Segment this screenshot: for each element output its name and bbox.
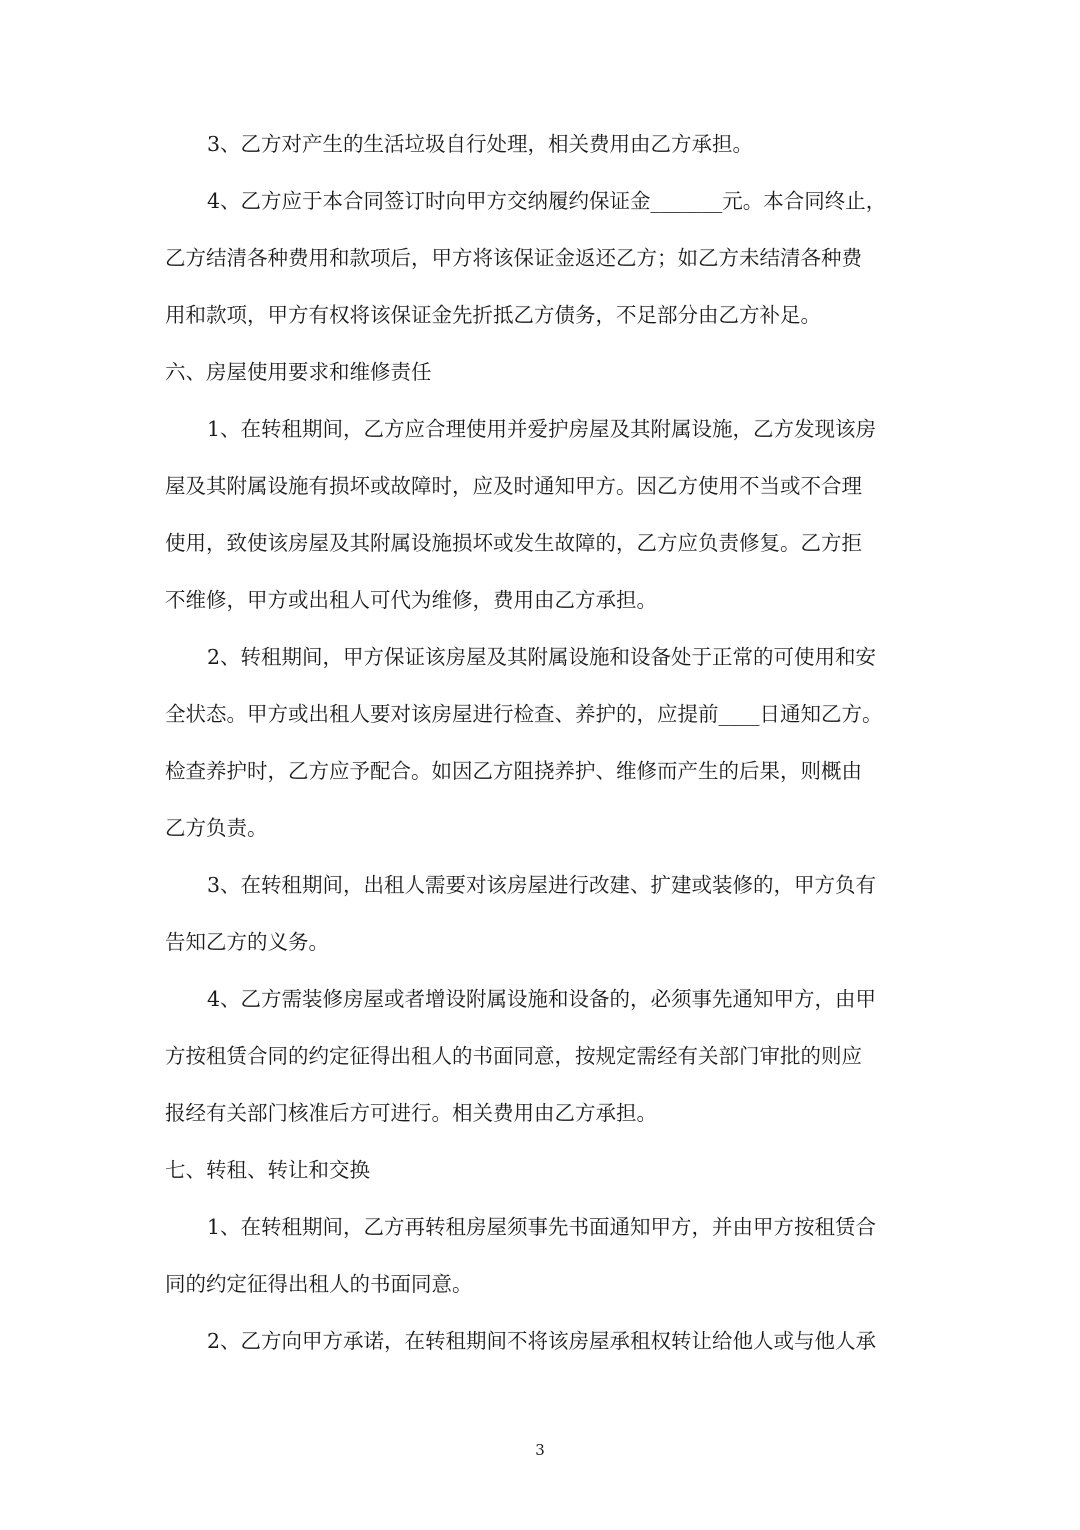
text-line: 同的约定征得出租人的书面同意。 (165, 1272, 473, 1296)
text-line: 告知乙方的义务。 (165, 930, 329, 954)
document-body (165, 116, 917, 1370)
text-line: 3、在转租期间，出租人需要对该房屋进行改建、扩建或装修的，甲方负有 (207, 873, 877, 897)
text-line: 乙方结清各种费用和款项后，甲方将该保证金返还乙方；如乙方未结清各种费 (165, 246, 862, 270)
text-line: 4、乙方需装修房屋或者增设附属设施和设备的，必须事先通知甲方，由甲 (207, 987, 877, 1011)
text-line: 检查养护时，乙方应予配合。如因乙方阻挠养护、维修而产生的后果，则概由 (165, 759, 862, 783)
text-line: 1、在转租期间，乙方应合理使用并爱护房屋及其附属设施，乙方发现该房 (207, 417, 877, 441)
text-line: 六、房屋使用要求和维修责任 (165, 360, 432, 384)
text-line: 用和款项，甲方有权将该保证金先折抵乙方债务，不足部分由乙方补足。 (165, 303, 821, 327)
text-line: 七、转租、转让和交换 (165, 1158, 370, 1182)
page-number: 3 (535, 1441, 545, 1459)
text-line: 方按租赁合同的约定征得出租人的书面同意，按规定需经有关部门审批的则应 (165, 1044, 862, 1068)
text-line: 屋及其附属设施有损坏或故障时，应及时通知甲方。因乙方使用不当或不合理 (165, 474, 862, 498)
text-line: 全状态。甲方或出租人要对该房屋进行检查、养护的，应提前____日通知乙方。 (165, 702, 883, 726)
text-line: 报经有关部门核准后方可进行。相关费用由乙方承担。 (165, 1101, 657, 1125)
text-line: 1、在转租期间，乙方再转租房屋须事先书面通知甲方，并由甲方按租赁合 (207, 1215, 877, 1239)
text-line: 乙方负责。 (165, 816, 268, 840)
text-line: 3、乙方对产生的生活垃圾自行处理，相关费用由乙方承担。 (207, 132, 754, 156)
text-line: 不维修，甲方或出租人可代为维修，费用由乙方承担。 (165, 588, 657, 612)
text-line: 2、乙方向甲方承诺，在转租期间不将该房屋承租权转让给他人或与他人承 (207, 1329, 877, 1353)
text-line: 2、转租期间，甲方保证该房屋及其附属设施和设备处于正常的可使用和安 (207, 645, 877, 669)
text-line: 使用，致使该房屋及其附属设施损坏或发生故障的，乙方应负责修复。乙方拒 (165, 531, 862, 555)
text-line: 4、乙方应于本合同签订时向甲方交纳履约保证金_______元。本合同终止， (207, 189, 887, 213)
